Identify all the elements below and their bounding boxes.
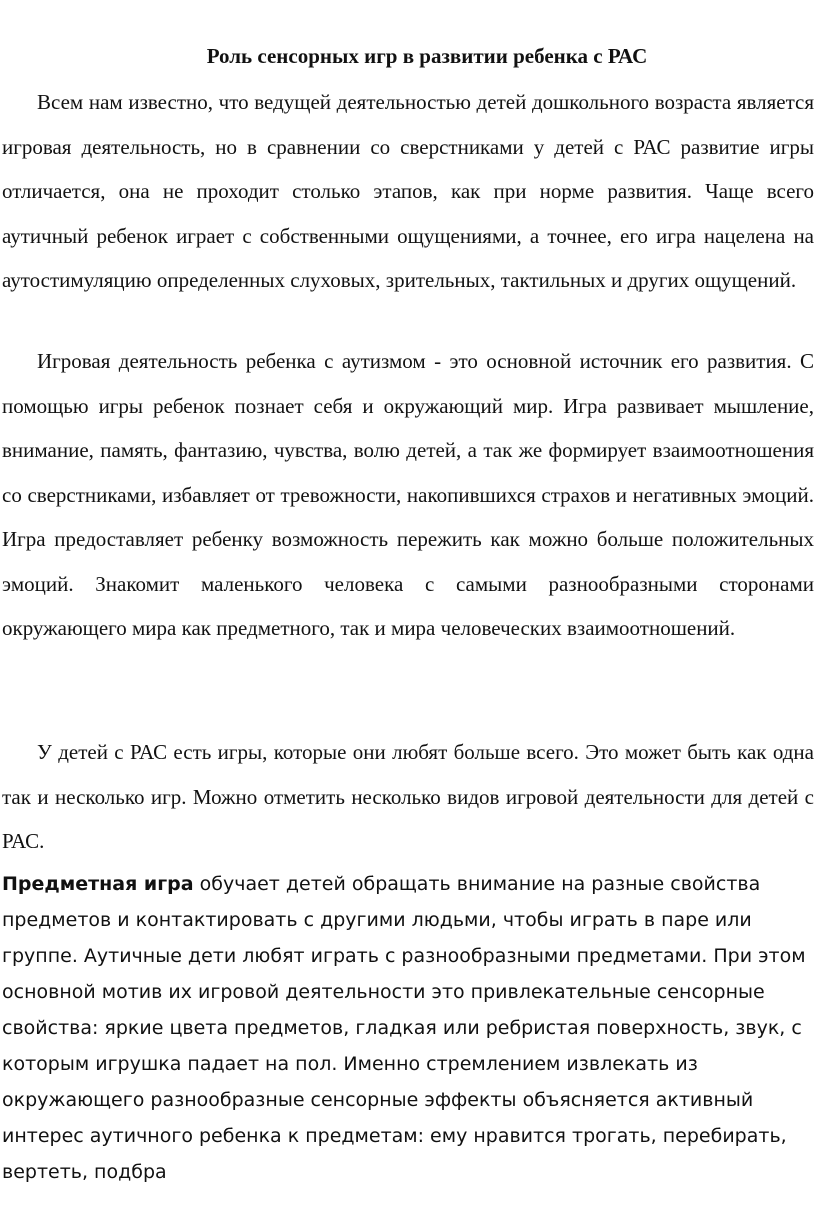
- paragraph-play-activity: Игровая деятельность ребенка с аутизмом - это основной источник его развития. С помощью игры ребенок познает себя и окружающий мир. Игра развивает мышление, внимание, память, фантазию, чувства, волю детей, а так же формирует взаимоотношения со сверстниками, избавляет от тревожности, накопившихся страхов и негативных эмоций. Игра предоставляет ребенку возможность пережить как можно больше положительных эмоций. Знакомит маленького человека с самыми разнообразными сторонами окружающего мира как предметного, так и мира человеческих взаимоотношений.: [2, 349, 814, 640]
- document-title: Роль сенсорных игр в развитии ребенка с РАС: [206, 44, 648, 68]
- section-text: обучает детей обращать внимание на разные свойства предметов и контактировать с другими людьми, чтобы играть в паре или группе. Аутичные дети любят играть с разнообразными предметами. При этом основной мотив их игровой деятельности это привлекательные сенсорные свойства: яркие цвета предметов, гладкая или ребристая поверхность, звук, с которым игрушка падает на пол. Именно стремлением извлекать из окружающего разнообразные сенсорные эффекты объясняется активный интерес аутичного ребенка к предметам: ему нравится трогать, перебирать, вертеть, подбра: [2, 873, 806, 1183]
- paragraph-favorite-games: У детей с РАС есть игры, которые они любят больше всего. Это может быть как одна так и несколько игр. Можно отметить несколько видов игровой деятельности для детей с РАС.: [2, 740, 814, 853]
- paragraph-intro: Всем нам известно, что ведущей деятельностью детей дошкольного возраста является игровая деятельность, но в сравнении со сверстниками у детей с РАС развитие игры отличается, она не проходит столько этапов, как при норме развития. Чаще всего аутичный ребенок играет с собственными ощущениями, а точнее, его игра нацелена на аутостимуляцию определенных слуховых, зрительных, тактильных и других ощущений.: [2, 90, 814, 292]
- section-heading: Предметная игра: [2, 873, 194, 895]
- paragraph-object-play: [2, 866, 814, 1190]
